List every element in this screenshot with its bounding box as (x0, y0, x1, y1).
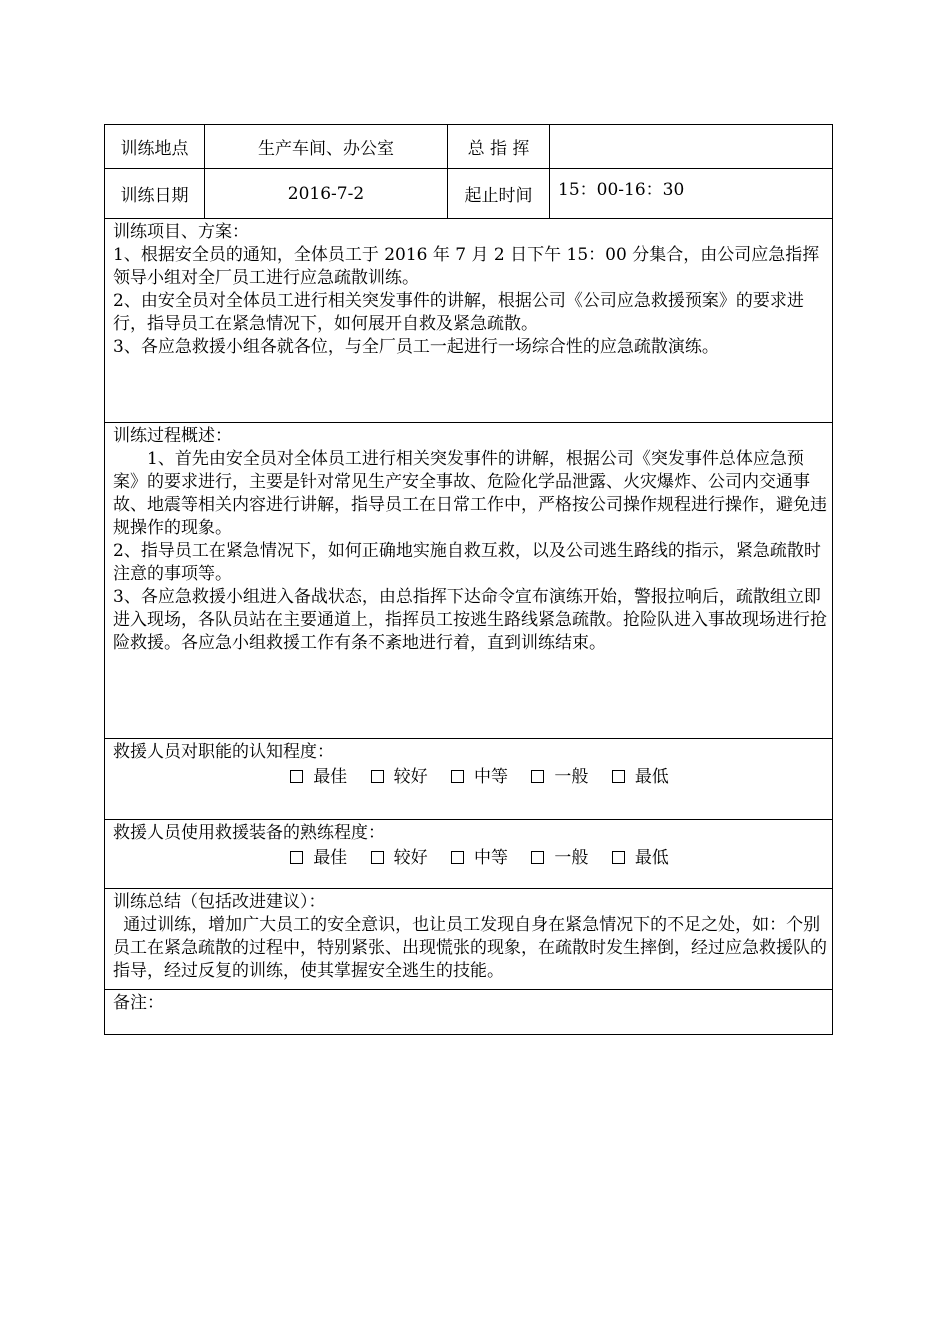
proficiency-option-medium[interactable]: 中等 (451, 847, 508, 870)
checkbox-icon[interactable] (531, 851, 544, 864)
location-value: 生产车间、办公室 (205, 125, 448, 169)
proficiency-option-best[interactable]: 最佳 (290, 847, 347, 870)
summary-section (105, 889, 832, 983)
checkbox-icon[interactable] (612, 851, 625, 864)
plan-section (105, 219, 832, 359)
process-item-1: 1、首先由安全员对全体员工进行相关突发事件的讲解，根据公司《突发事件总体应急预案》的要求进行，主要是针对常见生产安全事故、危险化学品泄露、火灾爆炸、公司内交通事故、地震等相关内容进行讲解，指导员工在日常工作中，严格按公司操作规程进行操作，避免违规操作的现象。 (113, 449, 827, 538)
checkbox-icon[interactable] (290, 770, 303, 783)
process-section (105, 423, 832, 655)
plan-item-1: 1、根据安全员的通知，全体员工于 2016 年 7 月 2 日下午 15：00 分集合，由公司应急指挥领导小组对全厂员工进行应急疏散训练。 (113, 245, 820, 288)
remarks-row (105, 990, 833, 1035)
checkbox-icon[interactable] (451, 770, 464, 783)
remarks-title: 备注： (113, 993, 164, 1013)
proficiency-section (105, 820, 832, 870)
summary-row (105, 889, 833, 990)
summary-text: 通过训练，增加广大员工的安全意识，也让员工发现自身在紧急情况下的不足之处，如：个别员工在紧急疏散的过程中，特别紧张、出现慌张的现象，在疏散时发生摔倒，经过应急救援队的指导，经过反复的训练，使其掌握安全逃生的技能。 (113, 915, 827, 981)
date-value: 2016-7-2 (205, 169, 448, 219)
proficiency-row (105, 820, 833, 889)
process-title: 训练过程概述： (113, 426, 232, 446)
remarks-section (105, 990, 832, 1015)
process-item-2: 2、指导员工在紧急情况下，如何正确地实施自救互救，以及公司逃生路线的指示，紧急疏散时注意的事项等。 (113, 541, 821, 584)
header-row-1 (105, 125, 833, 169)
checkbox-icon[interactable] (371, 770, 384, 783)
plan-item-2: 2、由安全员对全体员工进行相关突发事件的讲解，根据公司《公司应急救援预案》的要求进行，指导员工在紧急情况下，如何展开自救及紧急疏散。 (113, 291, 804, 334)
checkbox-icon[interactable] (371, 851, 384, 864)
checkbox-icon[interactable] (290, 851, 303, 864)
cognition-option-medium[interactable]: 中等 (451, 766, 508, 789)
proficiency-option-worst[interactable]: 最低 (612, 847, 669, 870)
header-row-2 (105, 169, 833, 219)
time-value: 15：00-16：30 (550, 169, 833, 219)
cognition-row (105, 739, 833, 820)
date-label: 训练日期 (105, 169, 205, 219)
location-label: 训练地点 (105, 125, 205, 169)
plan-row (105, 219, 833, 423)
commander-value (550, 125, 833, 169)
process-item-3: 3、各应急救援小组进入备战状态，由总指挥下达命令宣布演练开始，警报拉响后，疏散组立即进入现场，各队员站在主要通道上，指挥员工按逃生路线紧急疏散。抢险队进入事故现场进行抢险救援。各应急小组救援工作有条不紊地进行着，直到训练结束。 (113, 587, 827, 653)
proficiency-options (113, 847, 828, 870)
cognition-section (105, 739, 832, 789)
cognition-option-worst[interactable]: 最低 (612, 766, 669, 789)
cognition-option-best[interactable]: 最佳 (290, 766, 347, 789)
cognition-title: 救援人员对职能的认知程度： (113, 742, 334, 762)
checkbox-icon[interactable] (451, 851, 464, 864)
checkbox-icon[interactable] (612, 770, 625, 783)
cognition-option-good[interactable]: 较好 (371, 766, 428, 789)
cognition-option-fair[interactable]: 一般 (531, 766, 588, 789)
training-record-table (104, 124, 833, 1035)
process-row (105, 423, 833, 739)
proficiency-option-good[interactable]: 较好 (371, 847, 428, 870)
cognition-options (113, 766, 828, 789)
proficiency-option-fair[interactable]: 一般 (531, 847, 588, 870)
proficiency-title: 救援人员使用救援装备的熟练程度： (113, 823, 385, 843)
summary-title: 训练总结（包括改进建议）： (113, 892, 326, 912)
checkbox-icon[interactable] (531, 770, 544, 783)
plan-item-3: 3、各应急救援小组各就各位，与全厂员工一起进行一场综合性的应急疏散演练。 (113, 337, 719, 357)
time-label: 起止时间 (448, 169, 550, 219)
commander-label: 总 指 挥 (448, 125, 550, 169)
plan-title: 训练项目、方案： (113, 222, 249, 242)
